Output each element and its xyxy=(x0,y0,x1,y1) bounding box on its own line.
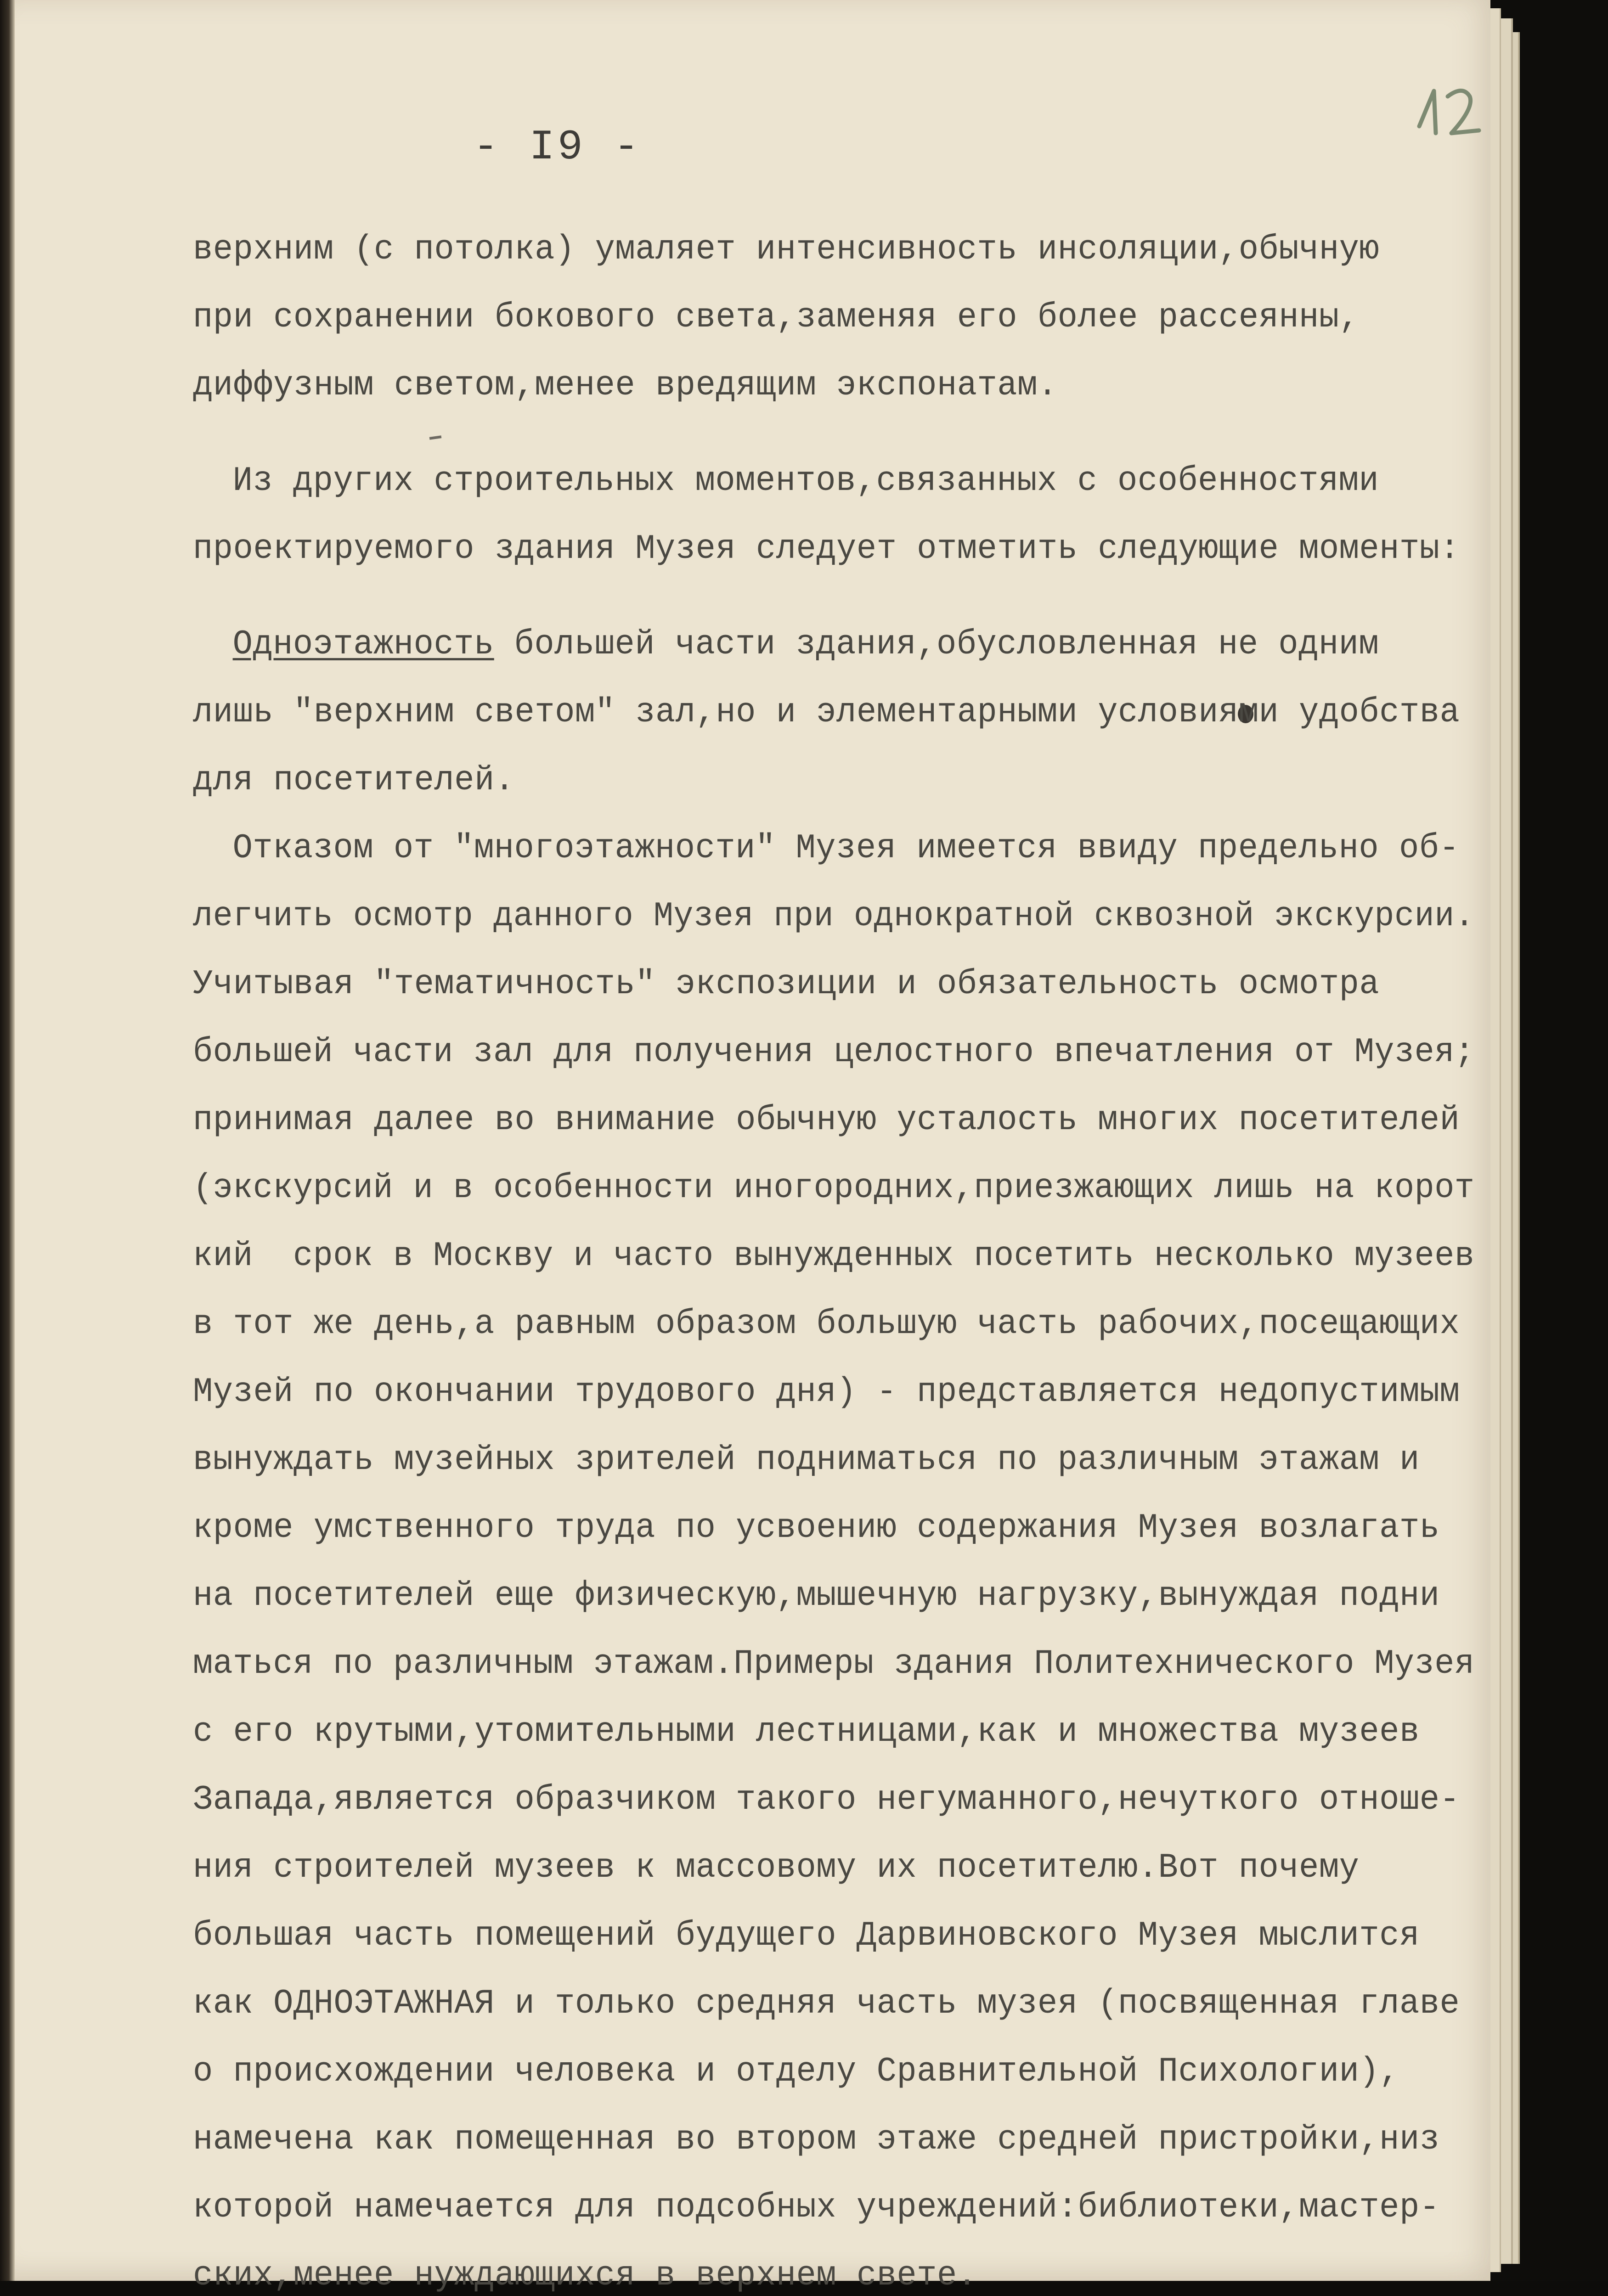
text-line: ния строителей музеев к массовому их посетителю.Вот почему xyxy=(193,1848,1360,1887)
text-line: Из других строительных моментов,связанных с особенностями xyxy=(232,461,1379,501)
text-line: кроме умственного труда по усвоению содержания Музея возлагать xyxy=(193,1508,1440,1548)
text-line: на посетителей еще физическую,мышечную нагрузку,вынуждая подни xyxy=(193,1576,1440,1615)
text-line: легчить осмотр данного Музея при однократной сквозной экскурсии. xyxy=(193,897,1475,936)
text-line xyxy=(193,611,1474,679)
text-line: диффузным светом,менее вредящим экспонатам. xyxy=(193,366,1058,405)
text-line: лишь "верхним светом" зал,но и элементарными условиями удобства xyxy=(193,693,1460,732)
text-line: Отказом от "многоэтажности" Музея имеется ввиду предельно об- xyxy=(232,829,1460,868)
text-line: при сохранении бокового света,заменяя его более рассеянны, xyxy=(193,298,1360,337)
text-line: намечена как помещенная во втором этаже средней пристройки,низ xyxy=(193,2120,1440,2159)
text-line: кий срок в Москву и часто вынужденных посетить несколько музеев xyxy=(193,1237,1475,1276)
paragraph-gap xyxy=(193,583,1525,611)
text-line: проектируемого здания Музея следует отметить следующие моменты: xyxy=(193,529,1460,568)
text-line: маться по различным этажам.Примеры здания Политехнического Музея xyxy=(193,1644,1475,1683)
text-line: Музей по окончании трудового дня) - представляется недопустимым xyxy=(193,1373,1460,1412)
text-line: в тот же день,а равным образом большую часть рабочих,посещающих xyxy=(193,1305,1460,1344)
text-line: о происхождении человека и отделу Сравнительной Психологии), xyxy=(193,2052,1399,2091)
text-line: большей части зал для получения целостного впечатления от Музея; xyxy=(193,1033,1475,1072)
text-line: большая часть помещений будущего Дарвиновского Музея мыслится xyxy=(193,1916,1420,1955)
text-line: Учитывая "тематичность" экспозиции и обязательность осмотра xyxy=(193,965,1380,1004)
text-line: которой намечается для подсобных учреждений:библиотеки,мастер- xyxy=(193,2188,1440,2227)
text-line: верхним (с потолка) умаляет интенсивность инсоляции,обычную xyxy=(193,230,1380,269)
text-line-rest: большей части здания,обусловленная не одним xyxy=(494,625,1379,664)
text-line: для посетителей. xyxy=(193,761,515,800)
handwritten-archive-mark xyxy=(1405,83,1488,142)
binding-shadow xyxy=(0,0,15,2281)
page-number: - I9 - xyxy=(473,123,642,171)
text-line: принимая далее во внимание обычную усталость многих посетителей xyxy=(193,1101,1460,1140)
text-line: ских,менее нуждающихся в верхнем свете. xyxy=(193,2256,977,2295)
text-line: (экскурсий и в особенности иногородних,приезжающих лишь на корот xyxy=(193,1169,1475,1208)
paragraph-gap xyxy=(193,420,1525,447)
text-line: с его крутыми,утомительными лестницами,как и множества музеев xyxy=(193,1712,1420,1751)
text-line: вынуждать музейных зрителей подниматься по различным этажам и xyxy=(193,1441,1420,1480)
typewritten-text xyxy=(193,216,1525,2296)
text-line: Запада,является образчиком такого негуманного,нечуткого отноше- xyxy=(193,1780,1460,1819)
underlined-term: Одноэтажность xyxy=(232,625,494,664)
text-line: как ОДНОЭТАЖНАЯ и только средняя часть музея (посвященная главе xyxy=(193,1984,1460,2023)
